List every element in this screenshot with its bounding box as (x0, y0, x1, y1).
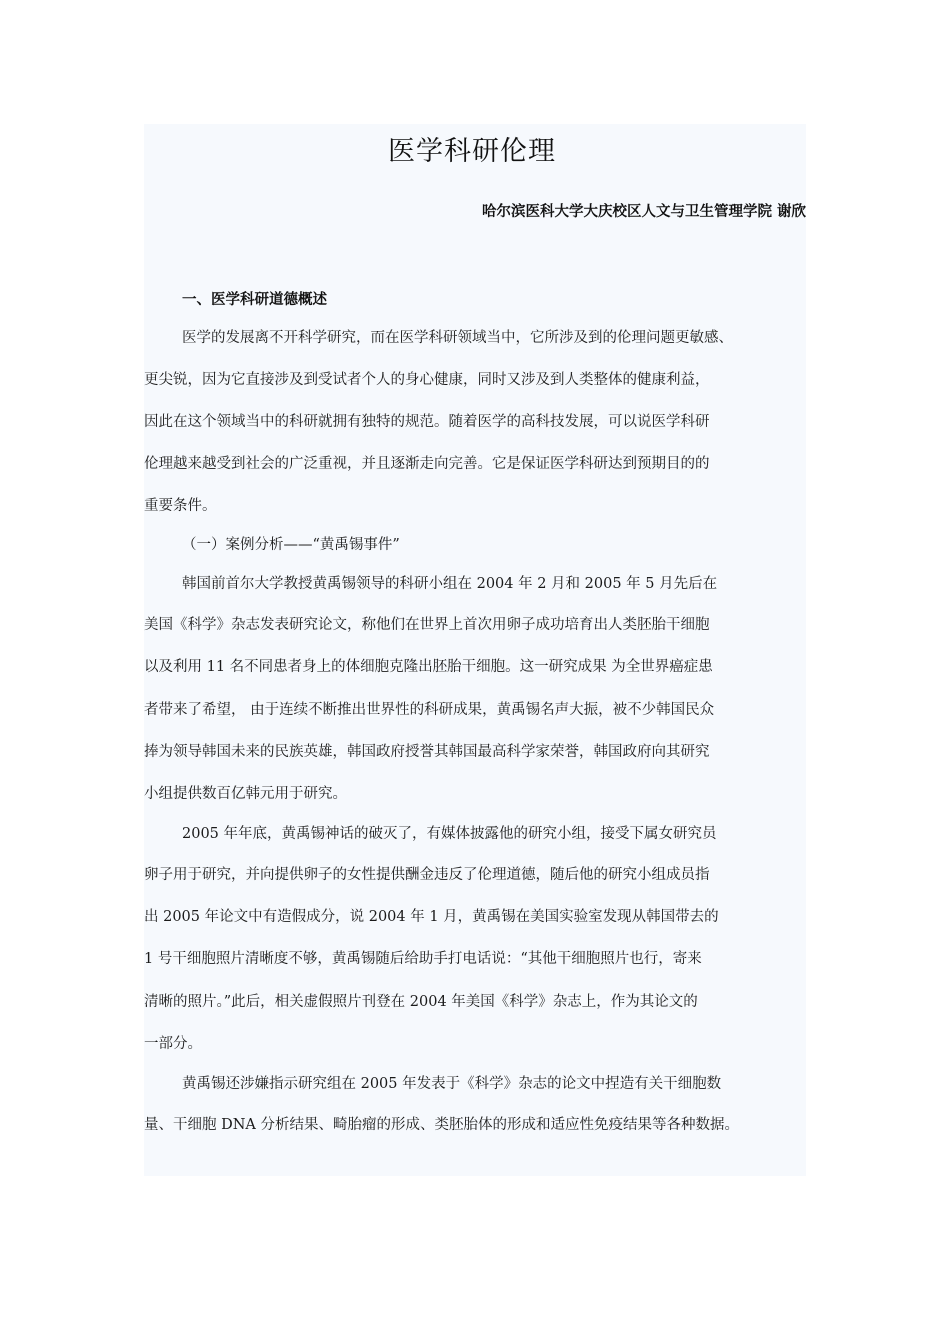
paragraph-line: 美国《科学》杂志发表研究论文，称他们在世界上首次用卵子成功培育出人类胚胎干细胞 (144, 617, 710, 633)
paragraph-line: 伦理越来越受到社会的广泛重视，并且逐渐走向完善。它是保证医学科研达到预期目的的 (144, 456, 710, 472)
paragraph-line: 2005 年年底，黄禹锡神话的破灭了，有媒体披露他的研究小组，接受下属女研究员 (182, 826, 717, 842)
case-heading: （一）案例分析——“黄禹锡事件” (182, 537, 400, 553)
paragraph-line: 黄禹锡还涉嫌指示研究组在 2005 年发表于《科学》杂志的论文中捏造有关干细胞数 (182, 1076, 722, 1092)
paragraph-line: 捧为领导韩国未来的民族英雄，韩国政府授誉其韩国最高科学家荣誉，韩国政府向其研究 (144, 744, 710, 760)
document-title: 医学科研伦理 (388, 136, 556, 167)
paragraph-line: 以及利用 11 名不同患者身上的体细胞克隆出胚胎干细胞。这一研究成果 为全世界癌症患 (144, 659, 713, 675)
paragraph-line: 出 2005 年论文中有造假成分，说 2004 年 1 月，黄禹锡在美国实验室发现从韩国带去的 (144, 909, 719, 925)
paragraph-line: 因此在这个领域当中的科研就拥有独特的规范。随着医学的高科技发展，可以说医学科研 (144, 414, 710, 430)
paragraph-line: 1 号干细胞照片清晰度不够，黄禹锡随后给助手打电话说：“其他干细胞照片也行，寄来 (144, 951, 702, 967)
paragraph-line: 者带来了希望， 由于连续不断推出世界性的科研成果，黄禹锡名声大振，被不少韩国民众 (144, 702, 715, 718)
paragraph-line: 小组提供数百亿韩元用于研究。 (144, 786, 347, 802)
paragraph-line: 量、干细胞 DNA 分析结果、畸胎瘤的形成、类胚胎体的形成和适应性免疫结果等各种数据。 (144, 1117, 739, 1133)
section-heading: 一、医学科研道德概述 (182, 292, 327, 308)
document-page (144, 124, 806, 1176)
paragraph-line: 卵子用于研究，并向提供卵子的女性提供酬金违反了伦理道德，随后他的研究小组成员指 (144, 867, 710, 883)
paragraph-line: 清晰的照片。”此后，相关虚假照片刊登在 2004 年美国《科学》杂志上，作为其论文的 (144, 994, 698, 1010)
paragraph-line: 韩国前首尔大学教授黄禹锡领导的科研小组在 2004 年 2 月和 2005 年 5 月先后在 (182, 576, 718, 592)
paragraph-line: 重要条件。 (144, 498, 217, 514)
paragraph-line: 更尖锐，因为它直接涉及到受试者个人的身心健康，同时又涉及到人类整体的健康利益， (144, 372, 710, 388)
author-line: 哈尔滨医科大学大庆校区人文与卫生管理学院 谢欣 (481, 204, 806, 220)
paragraph-line: 一部分。 (144, 1036, 202, 1052)
paragraph-line: 医学的发展离不开科学研究，而在医学科研领域当中，它所涉及到的伦理问题更敏感、 (182, 330, 733, 346)
